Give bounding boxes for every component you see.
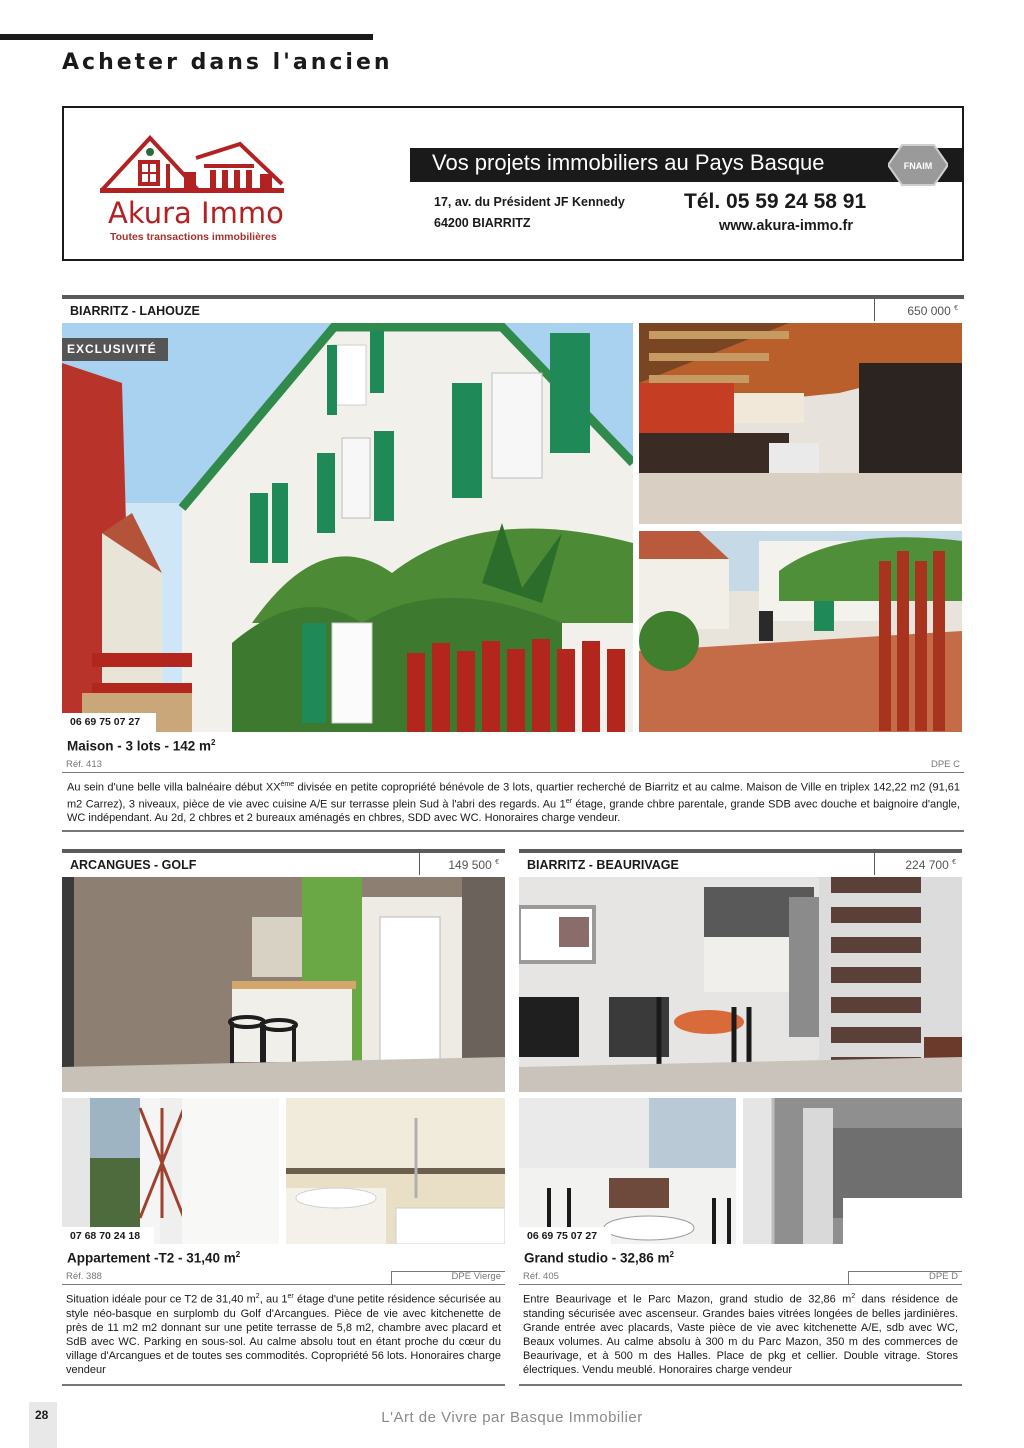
listing-title: Maison - 3 lots - 142 $m^2$	[67, 738, 216, 754]
listing-dpe: DPE Vierge	[451, 1271, 501, 1282]
listing-photo-terrace[interactable]	[639, 531, 962, 732]
listing-phone[interactable]: 06 69 75 07 27	[62, 713, 156, 733]
listing-price: 650 000 €	[907, 304, 958, 318]
listing-title: Appartement -T2 - 31,40 $m^2$	[67, 1250, 241, 1266]
agency-slogan: Vos projets immobiliers au Pays Basque	[432, 150, 825, 175]
listing-ref: Réf. 388	[66, 1271, 102, 1282]
listing-phone[interactable]: 07 68 70 24 18	[62, 1227, 154, 1247]
listing-photo-balcony[interactable]	[62, 1098, 279, 1244]
fnaim-badge-label: FNAIM	[903, 161, 933, 171]
agency-name: Akura Immo	[108, 196, 284, 230]
listing-dpe: DPE D	[928, 1271, 958, 1282]
listing-title: Grand studio - 32,86 $m^2$	[524, 1250, 674, 1266]
listing-bottom-rule	[62, 1384, 505, 1386]
listing-photo-kitchen[interactable]	[639, 323, 962, 524]
exclusivite-badge: EXCLUSIVITÉ	[62, 338, 168, 361]
agency-website-link[interactable]: www.akura-immo.fr	[719, 218, 854, 234]
agency-tagline: Toutes transactions immobilières	[110, 231, 277, 243]
listing-location: ARCANGUES - GOLF	[70, 858, 197, 872]
listing-description: Au sein d'une belle villa balnéaire début XXème divisée en petite copropriété bénévole de 3 lots, quartier recherché de Biarritz et au calme. Maison de Ville en triplex 142,22 m2 (91,61 m2 Carrez), 3 niveaux, pièce de vie avec cuisine A/E sur terrasse plein Sud à l'abri des regards. Au 1er étage, grande chbre parentale, grande SDB avec douche et baignoire d'angle, WC indépendant. Au 2d, 2 chbres et 2 bureaux aménagés en chbres, SDD avec WC. Honoraires charge vendeur.	[67, 781, 960, 825]
listing-ref-row	[62, 1271, 505, 1285]
listing-header	[519, 849, 962, 875]
listing-photo-living-room[interactable]	[62, 877, 505, 1092]
listing-photo-villa[interactable]	[62, 323, 633, 732]
agency-phone: Tél. 05 59 24 58 91	[684, 190, 867, 213]
listing-phone[interactable]: 06 69 75 07 27	[519, 1227, 611, 1247]
listing-ref: Réf. 413	[66, 759, 102, 770]
section-title: Acheter dans l'ancien	[62, 50, 393, 75]
agency-logo-house-icon	[100, 132, 284, 196]
listing-location: BIARRITZ - BEAURIVAGE	[527, 858, 679, 872]
listing-price: 149 500 €	[448, 858, 499, 872]
listing-dpe: DPE C	[930, 759, 960, 770]
listing-photo-studio-bathroom[interactable]	[743, 1098, 962, 1244]
listing-bottom-rule	[519, 1384, 962, 1386]
listing-location: BIARRITZ - LAHOUZE	[70, 304, 200, 318]
fnaim-badge-icon	[888, 143, 948, 187]
listing-header	[62, 295, 964, 321]
listing-description: Situation idéale pour ce T2 de 31,40 $m^2$, au 1er étage d'une petite résidence sécurisée au style néo-basque en surplomb du Golf d'Arcangues. Pièce de vie avec kitchenette de près de 11 m2 m2 donnant sur une petite terrasse de 5,8 m2, chambre avec placard et SdB avec WC. Parking en sous-sol. Au calme absolu tout en étant proche du cœur du village d'Arcangues et de toutes ses commodités. Copropriété 56 lots. Honoraires charge vendeur	[66, 1293, 501, 1376]
header-rule	[0, 34, 373, 40]
page-number: 28	[35, 1408, 49, 1422]
listing-ref-row	[62, 759, 964, 773]
agency-address-line2: 64200 BIARRITZ	[434, 216, 531, 230]
agency-address-line1: 17, av. du Président JF Kennedy	[434, 195, 625, 209]
listing-description: Entre Beaurivage et le Parc Mazon, grand studio de 32,86 $m^2$ dans résidence de standing sécurisée avec ascenseur. Grandes baies vitrées longées de belles jardinières. Grande entrée avec placards, Vaste pièce de vie avec kitchenette A/E, sdb avec WC, Beaux volumes. Au calme absolu à 300 m du Parc Mazon, 350 m des commerces de Beaurivage, et à 500 m des Halles. Place de pkg et cellier. Double vitrage. Stores électriques. Vendu meublé. Honoraires charge vendeur	[523, 1293, 959, 1376]
listing-photo-studio-dining[interactable]	[519, 1098, 736, 1244]
listing-ref: Réf. 405	[523, 1271, 559, 1282]
listing-price: 224 700 €	[905, 858, 956, 872]
listing-photo-bathroom[interactable]	[286, 1098, 505, 1244]
listing-photo-studio-living[interactable]	[519, 877, 962, 1092]
listing-ref-row	[519, 1271, 962, 1285]
listing-bottom-rule	[62, 830, 964, 832]
footer-text: L'Art de Vivre par Basque Immobilier	[381, 1409, 643, 1426]
listing-header	[62, 849, 505, 875]
